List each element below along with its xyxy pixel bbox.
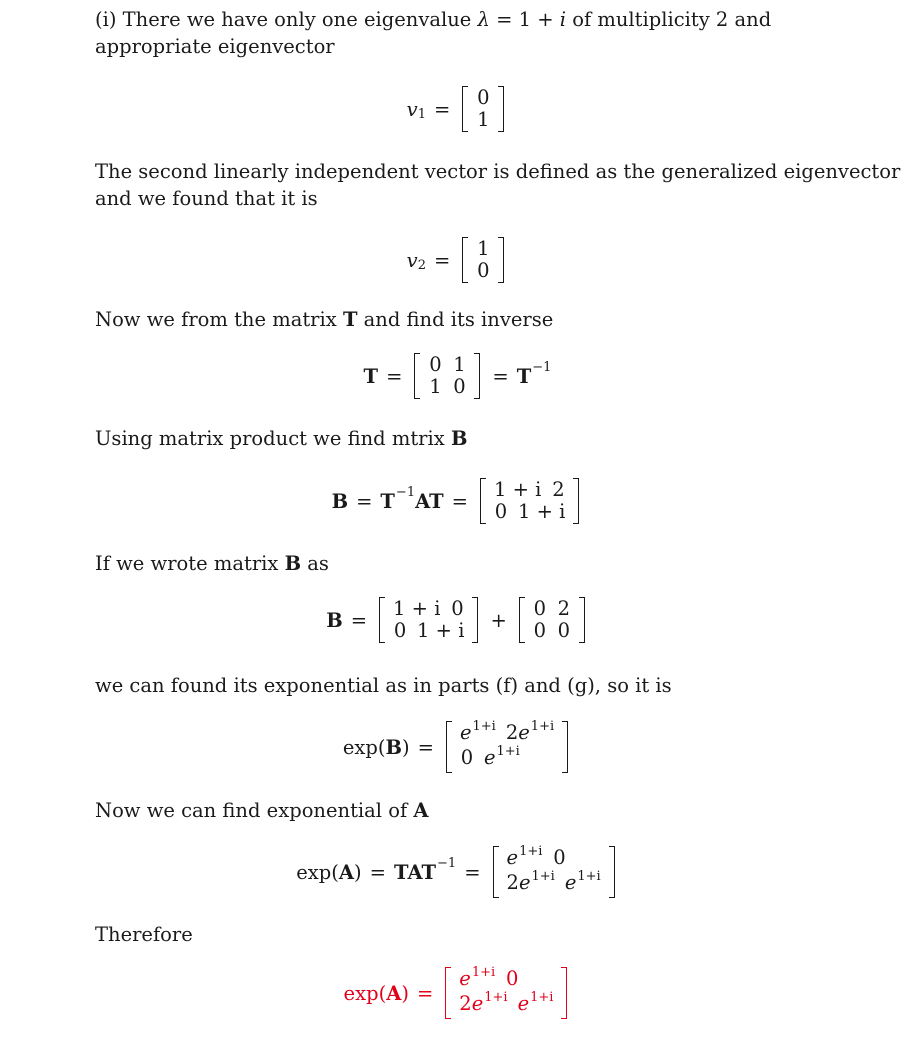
paragraph-matrix-b: Using matrix product we find mtrix B bbox=[95, 427, 468, 450]
matrix-nilpotent: 0 2 0 0 bbox=[519, 597, 585, 643]
paragraph-matrix-t: Now we from the matrix T and find its inverse bbox=[95, 308, 554, 331]
paragraph-therefore: Therefore bbox=[95, 923, 193, 946]
equation-b-split: B = 1 + i 0 0 1 + i + 0 2 0 0 bbox=[0, 594, 915, 646]
paragraph-exponential: we can found its exponential as in parts (f) and (g), so it is bbox=[95, 674, 672, 697]
matrix-v2: 1 0 bbox=[462, 237, 504, 283]
matrix-exp-a: $e^{1+i}$ 0 $2e^{1+i}$ $e^{1+i}$ bbox=[493, 846, 615, 898]
equation-v1: v 1 = 0 1 bbox=[0, 83, 915, 135]
paragraph-exp-a: Now we can find exponential of A bbox=[95, 799, 429, 822]
matrix-diagonal: 1 + i 0 0 1 + i bbox=[379, 597, 478, 643]
paragraph-wrote-b: If we wrote matrix B as bbox=[95, 552, 329, 575]
equation-v2: v 2 = 1 0 bbox=[0, 234, 915, 286]
matrix-t: 0 1 1 0 bbox=[414, 353, 480, 399]
equation-exp-b: exp( B ) = $e^{1+i}$ $2e^{1+i}$ 0 $e^{1+i}$ bbox=[0, 720, 915, 774]
paragraph-eigenvalue: (i) There we have only one eigenvalue λ = 1 + i of multiplicity 2 and appropriate eigenvector bbox=[95, 8, 772, 58]
equation-b: B = T −1 AT = 1 + i 2 0 1 + i bbox=[0, 475, 915, 527]
matrix-exp-b: $e^{1+i}$ $2e^{1+i}$ 0 $e^{1+i}$ bbox=[446, 721, 568, 773]
matrix-b: 1 + i 2 0 1 + i bbox=[480, 478, 579, 524]
paragraph-generalized: The second linearly independent vector is defined as the generalized eigenvector and we found that it is bbox=[95, 160, 901, 210]
equation-final-answer: exp( A ) = $e^{1+i}$ 0 $2e^{1+i}$ $e^{1+i}$ bbox=[0, 966, 915, 1020]
matrix-final: $e^{1+i}$ 0 $2e^{1+i}$ $e^{1+i}$ bbox=[445, 967, 567, 1019]
equation-t: T = 0 1 1 0 = T −1 bbox=[363, 353, 552, 398]
matrix-v1: 0 1 bbox=[462, 86, 504, 132]
equation-exp-a: exp( A ) = TAT −1 = $e^{1+i}$ 0 $2e^{1+i}$ $e^{1+i}$ bbox=[0, 845, 915, 899]
